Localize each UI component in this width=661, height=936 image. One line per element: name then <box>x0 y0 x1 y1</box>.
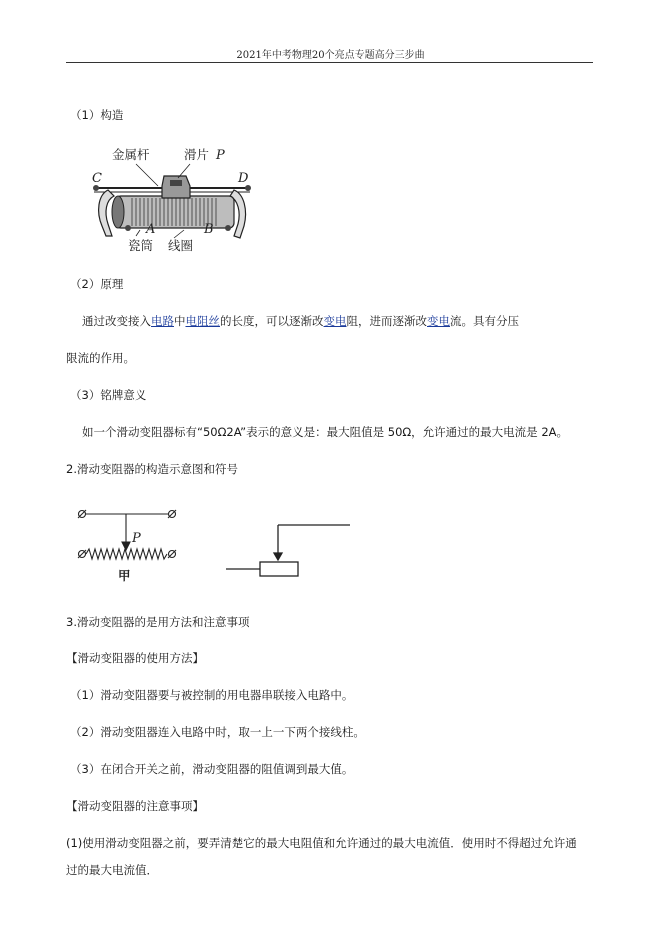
notes-heading: 【滑动变阻器的注意事项】 <box>66 799 204 813</box>
notes-line-2: 过的最大电流值． <box>66 863 158 877</box>
link-resistance-wire[interactable]: 电阻丝 <box>185 314 220 328</box>
section-3-heading: 3.滑动变阻器的是用方法和注意事项 <box>66 615 250 629</box>
nameplate-explanation: 如一个滑动变阻器标有“50Ω2A”表示的意义是：最大阻值是 50Ω，允许通过的最大电流是 2A。 <box>82 425 569 439</box>
link-change-current[interactable]: 变电 <box>427 314 450 328</box>
schematic-diagram <box>76 502 186 584</box>
resistor-box <box>260 562 298 576</box>
section-construction-heading: （1）构造 <box>70 108 124 122</box>
schematic-drawing <box>78 510 176 559</box>
terminal-a <box>125 225 131 231</box>
label-metal-rod: 金属杆 <box>112 147 150 162</box>
principle-text-3: 的长度，可以逐渐改 <box>220 314 324 328</box>
label-a: A <box>146 222 156 237</box>
section-2-heading: 2.滑动变阻器的构造示意图和符号 <box>66 462 238 476</box>
label-porcelain-tube: 瓷筒 <box>128 238 154 253</box>
rheostat-illustration <box>88 140 268 255</box>
schematic-label-p: P <box>132 531 141 546</box>
label-d: D <box>238 171 249 186</box>
label-slider-p: P <box>216 148 225 163</box>
rheostat-drawing <box>93 164 251 238</box>
usage-heading: 【滑动变阻器的使用方法】 <box>66 651 204 665</box>
section-principle-heading: （2）原理 <box>70 277 124 291</box>
principle-paragraph <box>82 313 519 329</box>
link-circuit[interactable]: 电路 <box>151 314 174 328</box>
label-c: C <box>92 171 102 186</box>
header-rule <box>66 62 593 63</box>
notes-line-1: (1)使用滑动变阻器之前，要弄清楚它的最大电阻值和允许通过的最大电流值．使用时不得超过允许通 <box>66 836 577 850</box>
principle-text-4: 阻，进而逐渐改 <box>346 314 427 328</box>
page-header: 2021年中考物理20个亮点专题高分三步曲 <box>236 50 425 61</box>
slider-arrow <box>122 542 130 550</box>
usage-item-3: （3）在闭合开关之前，滑动变阻器的阻值调到最大值。 <box>70 762 354 776</box>
principle-text-1: 通过改变接入 <box>82 314 151 328</box>
principle-text-2: 中 <box>174 314 186 328</box>
principle-line-2: 限流的作用。 <box>66 351 135 365</box>
schematic-caption: 甲 <box>118 568 131 583</box>
principle-text-5: 流。具有分压 <box>450 314 519 328</box>
usage-item-1: （1）滑动变阻器要与被控制的用电器串联接入电路中。 <box>70 688 354 702</box>
section-nameplate-heading: （3）铭牌意义 <box>70 388 147 402</box>
usage-item-2: （2）滑动变阻器连入电路中时，取一上一下两个接线柱。 <box>70 725 365 739</box>
label-slider: 滑片 <box>184 147 210 162</box>
slider <box>162 176 190 198</box>
label-b: B <box>204 222 214 237</box>
terminal-b <box>225 225 231 231</box>
link-change-resistance[interactable]: 变电 <box>323 314 347 328</box>
resistance-wire <box>86 549 167 559</box>
label-coil: 线圈 <box>168 238 194 253</box>
rheostat-symbol <box>226 520 351 580</box>
